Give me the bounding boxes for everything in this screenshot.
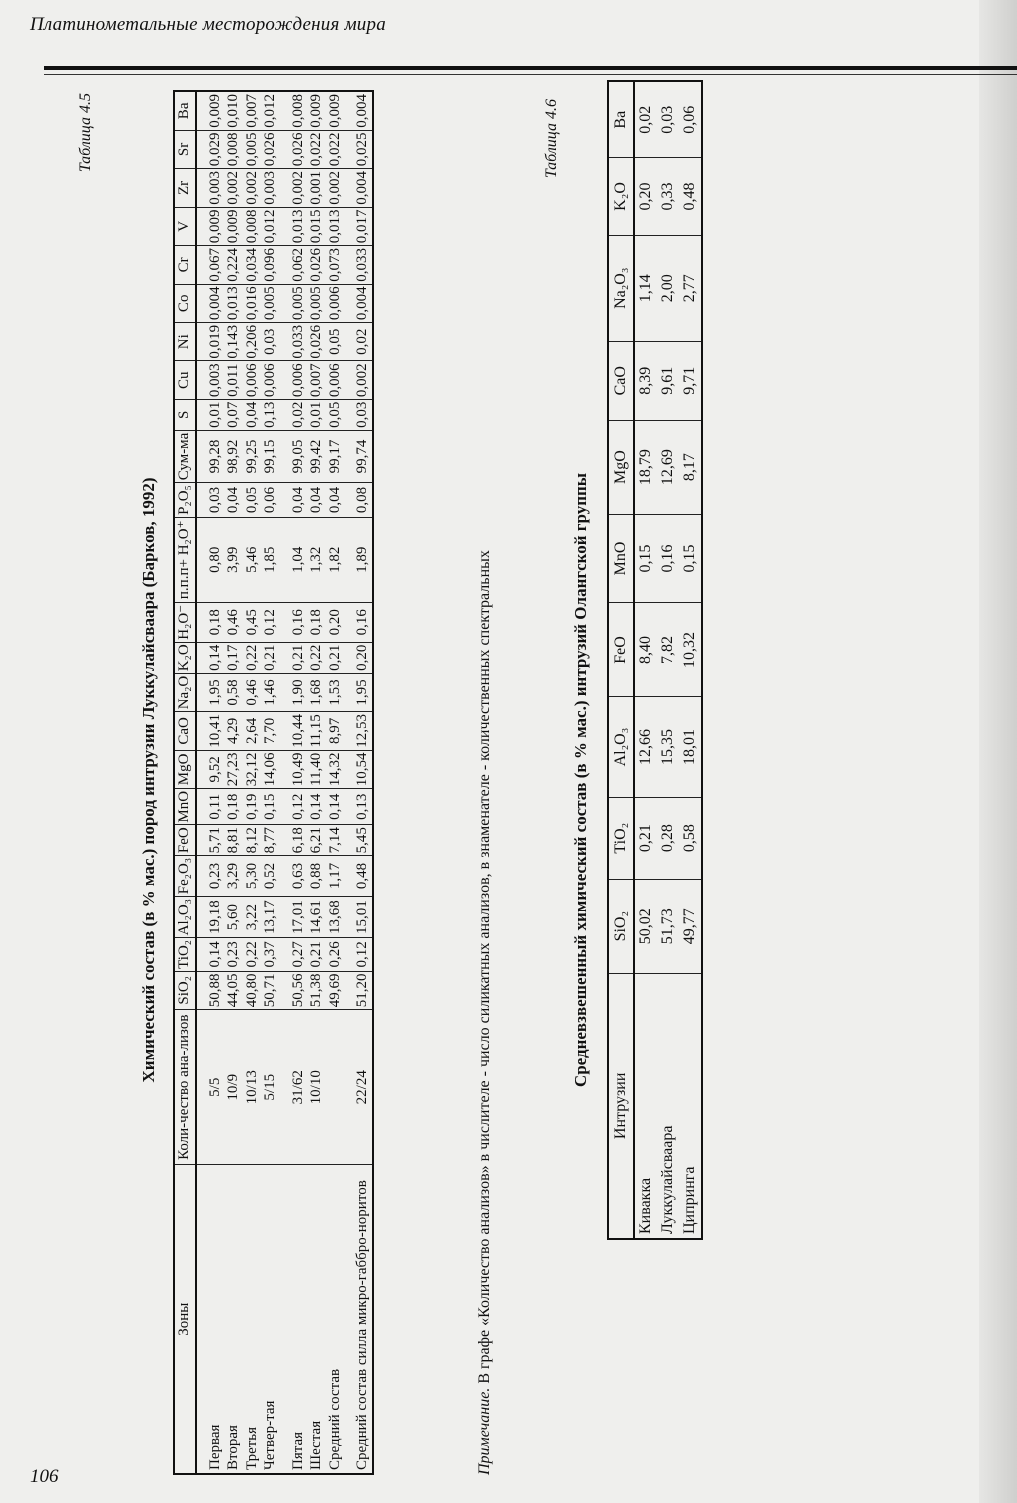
table-cell: 0,004 <box>344 91 373 130</box>
table-cell: 0,006 <box>261 361 280 399</box>
table-4-6 <box>607 80 703 1240</box>
table-cell: 0,002 <box>280 169 308 207</box>
table-4-5 <box>173 90 374 1475</box>
table-cell: 0,21 <box>307 938 326 971</box>
table-4-5-body <box>196 91 373 1474</box>
table-cell: 0,004 <box>344 284 373 322</box>
table-cell: 0,05 <box>326 323 345 361</box>
table-cell: 0,033 <box>280 323 308 361</box>
column-header: Fe₂O₃ <box>174 855 196 896</box>
table-cell: 0,14 <box>196 938 225 971</box>
table-row <box>280 91 308 1474</box>
table-cell: 0,002 <box>326 169 345 207</box>
column-header: Коли-чество ана-лизов <box>174 1010 196 1165</box>
table-cell: 0,006 <box>243 361 262 399</box>
table-cell: 0,16 <box>657 514 679 603</box>
row-label-cell: Вторая <box>224 1165 243 1474</box>
table-cell: 0,20 <box>634 158 657 235</box>
table-cell: 10/13 <box>243 1010 262 1165</box>
table-cell: 5,45 <box>344 825 373 856</box>
row-label-cell: Ципринга <box>679 973 702 1239</box>
table-cell: 0,23 <box>196 855 225 896</box>
table-cell: 0,016 <box>243 284 262 322</box>
table-cell: 2,00 <box>657 235 679 341</box>
column-header: Co <box>174 284 196 322</box>
table-row <box>326 91 345 1474</box>
table-cell: 50,71 <box>261 971 280 1009</box>
table-cell: 0,01 <box>307 399 326 430</box>
table-cell: 5/15 <box>261 1010 280 1165</box>
table-row <box>344 91 373 1474</box>
table-cell: 44,05 <box>224 971 243 1009</box>
table-cell: 3,99 <box>224 517 243 602</box>
table-cell: 7,14 <box>326 825 345 856</box>
table-cell: 0,19 <box>243 789 262 825</box>
table-4-6-body <box>634 81 702 1239</box>
table-cell: 8,12 <box>243 825 262 856</box>
table-cell: 0,03 <box>344 399 373 430</box>
column-header: Zr <box>174 169 196 207</box>
table-cell: 0,15 <box>679 514 702 603</box>
table-cell: 0,005 <box>243 130 262 168</box>
note-label: Примечание. <box>476 1387 493 1475</box>
table-cell: 0,20 <box>344 642 373 673</box>
table-cell: 51,38 <box>307 971 326 1009</box>
table-cell: 0,45 <box>243 603 262 643</box>
table-cell: 7,82 <box>657 603 679 697</box>
table-cell: 10/9 <box>224 1010 243 1165</box>
table-cell: 0,007 <box>243 91 262 130</box>
table-cell: 0,13 <box>344 789 373 825</box>
column-header: Al₂O₃ <box>174 897 196 938</box>
table-row <box>224 91 243 1474</box>
table-cell: 14,32 <box>326 750 345 788</box>
table-cell: 0,63 <box>280 855 308 896</box>
table-cell: 1,17 <box>326 855 345 896</box>
table-cell: 0,80 <box>196 517 225 602</box>
table-cell: 1,89 <box>344 517 373 602</box>
table-cell: 0,22 <box>307 642 326 673</box>
table-cell: 0,013 <box>280 207 308 245</box>
table-cell: 0,009 <box>307 91 326 130</box>
table-cell: 7,70 <box>261 712 280 750</box>
table-cell: 0,14 <box>326 789 345 825</box>
table-cell: 51,20 <box>344 971 373 1009</box>
table-cell: 0,012 <box>261 91 280 130</box>
table-cell: 0,15 <box>261 789 280 825</box>
table-cell: 0,009 <box>196 207 225 245</box>
table-4-6-title: Средневзвешенный химический состав (в % мас.) интрузий Олангской группы <box>571 472 590 1088</box>
table-cell: 0,004 <box>344 169 373 207</box>
table-cell: 0,008 <box>224 130 243 168</box>
table-cell: 0,20 <box>326 603 345 643</box>
column-header: K₂O <box>608 158 634 235</box>
table-cell: 0,02 <box>280 399 308 430</box>
table-cell: 5,46 <box>243 517 262 602</box>
table-cell: 13,68 <box>326 897 345 938</box>
table-cell: 0,16 <box>280 603 308 643</box>
column-header: Сум-ма <box>174 430 196 483</box>
table-cell: 0,28 <box>657 797 679 879</box>
table-cell: 0,07 <box>224 399 243 430</box>
table-cell: 1,82 <box>326 517 345 602</box>
column-header: Зоны <box>174 1165 196 1474</box>
table-cell: 0,008 <box>243 207 262 245</box>
table-cell: 6,18 <box>280 825 308 856</box>
table-cell: 0,206 <box>243 323 262 361</box>
table-cell: 8,40 <box>634 603 657 697</box>
table-cell: 0,006 <box>280 361 308 399</box>
table-cell: 0,010 <box>224 91 243 130</box>
table-cell: 0,01 <box>196 399 225 430</box>
table-cell: 0,001 <box>307 169 326 207</box>
column-header: Ba <box>608 81 634 158</box>
table-cell: 0,12 <box>261 603 280 643</box>
column-header: MnO <box>174 789 196 825</box>
table-cell: 99,28 <box>196 430 225 483</box>
table-cell: 0,019 <box>196 323 225 361</box>
column-header: FeO <box>608 603 634 697</box>
table-cell: 50,88 <box>196 971 225 1009</box>
table-cell: 51,73 <box>657 879 679 973</box>
table-cell: 1,95 <box>344 673 373 711</box>
column-header: FeO <box>174 825 196 856</box>
table-cell: 0,22 <box>243 938 262 971</box>
table-cell: 0,37 <box>261 938 280 971</box>
table-cell: 15,01 <box>344 897 373 938</box>
table-cell: 0,005 <box>307 284 326 322</box>
table-cell: 0,17 <box>224 642 243 673</box>
table-cell: 3,29 <box>224 855 243 896</box>
table-cell: 0,002 <box>243 169 262 207</box>
table-cell: 0,04 <box>307 483 326 517</box>
table-cell: 0,005 <box>261 284 280 322</box>
table-cell: 0,002 <box>344 361 373 399</box>
column-header: Na₂O <box>174 673 196 711</box>
table-cell: 0,013 <box>326 207 345 245</box>
table-cell: 31/62 <box>280 1010 308 1165</box>
table-cell: 1,32 <box>307 517 326 602</box>
row-label-cell: Шестая <box>307 1165 326 1474</box>
table-cell: 9,61 <box>657 341 679 420</box>
table-cell: 1,46 <box>261 673 280 711</box>
table-cell: 8,81 <box>224 825 243 856</box>
running-title: Платинометальные месторождения мира <box>30 14 386 35</box>
table-cell: 0,14 <box>307 789 326 825</box>
table-cell: 0,18 <box>307 603 326 643</box>
table-cell: 22/24 <box>344 1010 373 1165</box>
page-number: 106 <box>30 1466 59 1487</box>
table-cell: 0,009 <box>196 91 225 130</box>
table-cell: 12,53 <box>344 712 373 750</box>
table-cell: 0,58 <box>224 673 243 711</box>
table-cell: 0,06 <box>261 483 280 517</box>
table-4-5-label: Таблица 4.5 <box>77 93 94 173</box>
table-cell: 0,022 <box>326 130 345 168</box>
table-cell: 0,12 <box>280 789 308 825</box>
table-row <box>261 91 280 1474</box>
column-header: P₂O₅ <box>174 483 196 517</box>
table-cell: 0,23 <box>224 938 243 971</box>
column-header: Sr <box>174 130 196 168</box>
table-cell: 0,22 <box>243 642 262 673</box>
table-cell: 0,21 <box>326 642 345 673</box>
table-cell: 10,54 <box>344 750 373 788</box>
table-cell: 0,026 <box>280 130 308 168</box>
table-cell: 9,52 <box>196 750 225 788</box>
table-cell: 0,006 <box>326 361 345 399</box>
table-cell: 0,21 <box>280 642 308 673</box>
table-cell: 14,06 <box>261 750 280 788</box>
table-cell: 8,39 <box>634 341 657 420</box>
table-cell: 99,42 <box>307 430 326 483</box>
table-cell: 0,04 <box>326 483 345 517</box>
table-row <box>679 81 702 1239</box>
table-cell: 0,46 <box>224 603 243 643</box>
row-label-cell: Пятая <box>280 1165 308 1474</box>
column-header: S <box>174 399 196 430</box>
table-4-5-header-row <box>174 91 196 1474</box>
row-label-cell: Средний состав <box>326 1165 345 1474</box>
column-header: K₂O <box>174 642 196 673</box>
table-cell: 3,22 <box>243 897 262 938</box>
row-label-cell: Четвер-тая <box>261 1165 280 1474</box>
table-cell: 50,02 <box>634 879 657 973</box>
table-cell: 0,029 <box>196 130 225 168</box>
table-cell: 0,02 <box>634 81 657 158</box>
table-cell: 1,04 <box>280 517 308 602</box>
header-rule-thin <box>44 74 1017 75</box>
table-cell: 0,05 <box>326 399 345 430</box>
table-cell: 0,06 <box>679 81 702 158</box>
column-header: Al₂O₃ <box>608 697 634 797</box>
column-header: TiO₂ <box>174 938 196 971</box>
table-cell: 2,77 <box>679 235 702 341</box>
table-cell: 0,003 <box>261 169 280 207</box>
table-cell: 18,79 <box>634 420 657 514</box>
table-cell: 0,003 <box>196 169 225 207</box>
table-cell: 0,026 <box>261 130 280 168</box>
table-cell: 11,15 <box>307 712 326 750</box>
table-cell: 0,009 <box>326 91 345 130</box>
table-4-6-header-row <box>608 81 634 1239</box>
table-cell: 0,004 <box>196 284 225 322</box>
row-label-cell: Первая <box>196 1165 225 1474</box>
table-cell: 99,25 <box>243 430 262 483</box>
table-cell: 0,04 <box>243 399 262 430</box>
row-label-cell: Средний состав силла микро-габбро-норитов <box>344 1165 373 1474</box>
table-cell: 5,60 <box>224 897 243 938</box>
column-header: V <box>174 207 196 245</box>
table-cell: 0,26 <box>326 938 345 971</box>
column-header: п.п.п+ H₂O⁺ <box>174 517 196 602</box>
table-cell: 1,68 <box>307 673 326 711</box>
table-cell: 0,08 <box>344 483 373 517</box>
column-header: Cu <box>174 361 196 399</box>
table-cell: 0,04 <box>224 483 243 517</box>
table-cell <box>326 1010 345 1165</box>
table-cell: 15,35 <box>657 697 679 797</box>
table-cell: 10,41 <box>196 712 225 750</box>
table-cell: 0,017 <box>344 207 373 245</box>
table-cell: 0,143 <box>224 323 243 361</box>
table-cell: 0,11 <box>196 789 225 825</box>
table-cell: 0,58 <box>679 797 702 879</box>
table-cell: 8,77 <box>261 825 280 856</box>
table-cell: 0,067 <box>196 246 225 284</box>
table-row <box>634 81 657 1239</box>
table-cell: 0,03 <box>196 483 225 517</box>
table-cell: 0,025 <box>344 130 373 168</box>
rotated-content <box>75 85 1005 1475</box>
table-cell: 0,012 <box>261 207 280 245</box>
table-cell: 0,33 <box>657 158 679 235</box>
table-4-5-title: Химический состав (в % мас.) пород интрузии Луккулайсваара (Барков, 1992) <box>139 477 158 1083</box>
table-cell: 0,224 <box>224 246 243 284</box>
table-cell: 4,29 <box>224 712 243 750</box>
table-cell: 13,17 <box>261 897 280 938</box>
table-cell: 0,096 <box>261 246 280 284</box>
table-cell: 14,61 <box>307 897 326 938</box>
table-cell: 98,92 <box>224 430 243 483</box>
table-cell: 10,49 <box>280 750 308 788</box>
header-rule-thick <box>44 66 1017 70</box>
table-cell: 11,40 <box>307 750 326 788</box>
table-cell: 0,003 <box>196 361 225 399</box>
table-cell: 0,03 <box>261 323 280 361</box>
table-cell: 49,69 <box>326 971 345 1009</box>
column-header: MgO <box>174 750 196 788</box>
row-label-cell: Кивакка <box>634 973 657 1239</box>
table-cell: 0,013 <box>224 284 243 322</box>
table-cell: 8,17 <box>679 420 702 514</box>
table-cell: 0,52 <box>261 855 280 896</box>
table-cell: 1,53 <box>326 673 345 711</box>
table-cell: 0,14 <box>196 642 225 673</box>
table-row <box>307 91 326 1474</box>
column-header: Ni <box>174 323 196 361</box>
column-header: MnO <box>608 514 634 603</box>
table-cell: 0,18 <box>196 603 225 643</box>
table-cell: 10,32 <box>679 603 702 697</box>
table-cell: 0,21 <box>634 797 657 879</box>
table-cell: 99,15 <box>261 430 280 483</box>
table-cell: 1,90 <box>280 673 308 711</box>
note-text: В графе «Количество анализов» в числителе - число силикатных анализов, в знаменателе - количественных спектральных <box>476 550 493 1384</box>
table-row <box>243 91 262 1474</box>
table-cell: 0,015 <box>307 207 326 245</box>
column-header: MgO <box>608 420 634 514</box>
table-note <box>475 85 496 1475</box>
table-cell: 50,56 <box>280 971 308 1009</box>
table-cell: 0,034 <box>243 246 262 284</box>
row-label-cell: Луккулайсваара <box>657 973 679 1239</box>
table-cell: 0,002 <box>224 169 243 207</box>
table-cell: 0,18 <box>224 789 243 825</box>
table-cell: 0,005 <box>280 284 308 322</box>
table-4-6-label: Таблица 4.6 <box>543 99 560 179</box>
table-cell: 1,85 <box>261 517 280 602</box>
table-cell: 17,01 <box>280 897 308 938</box>
table-cell: 0,009 <box>224 207 243 245</box>
table-cell: 9,71 <box>679 341 702 420</box>
table-cell: 2,64 <box>243 712 262 750</box>
table-cell: 8,97 <box>326 712 345 750</box>
table-cell: 99,74 <box>344 430 373 483</box>
table-cell: 0,008 <box>280 91 308 130</box>
table-cell: 1,95 <box>196 673 225 711</box>
table-cell: 12,69 <box>657 420 679 514</box>
column-header: SiO₂ <box>608 879 634 973</box>
column-header: Ba <box>174 91 196 130</box>
column-header: Cr <box>174 246 196 284</box>
table-cell: 0,062 <box>280 246 308 284</box>
table-cell: 27,23 <box>224 750 243 788</box>
table-cell: 0,48 <box>679 158 702 235</box>
table-cell: 0,12 <box>344 938 373 971</box>
table-cell: 19,18 <box>196 897 225 938</box>
table-cell: 18,01 <box>679 697 702 797</box>
table-cell: 49,77 <box>679 879 702 973</box>
table-cell: 0,02 <box>344 323 373 361</box>
table-cell: 0,073 <box>326 246 345 284</box>
table-cell: 0,03 <box>657 81 679 158</box>
table-cell: 0,16 <box>344 603 373 643</box>
table-cell: 0,006 <box>326 284 345 322</box>
table-cell: 32,12 <box>243 750 262 788</box>
column-header: H₂O⁻ <box>174 603 196 643</box>
table-cell: 0,15 <box>634 514 657 603</box>
table-cell: 0,026 <box>307 323 326 361</box>
column-header: TiO₂ <box>608 797 634 879</box>
column-header: Na₂O₃ <box>608 235 634 341</box>
table-cell: 5/5 <box>196 1010 225 1165</box>
table-cell: 0,48 <box>344 855 373 896</box>
table-cell: 0,88 <box>307 855 326 896</box>
table-cell: 0,007 <box>307 361 326 399</box>
table-cell: 0,033 <box>344 246 373 284</box>
table-cell: 99,17 <box>326 430 345 483</box>
table-row <box>657 81 679 1239</box>
table-cell: 0,13 <box>261 399 280 430</box>
table-cell: 6,21 <box>307 825 326 856</box>
column-header: SiO₂ <box>174 971 196 1009</box>
table-cell: 5,30 <box>243 855 262 896</box>
table-cell: 0,05 <box>243 483 262 517</box>
table-cell: 1,14 <box>634 235 657 341</box>
table-cell: 10/10 <box>307 1010 326 1165</box>
table-cell: 0,46 <box>243 673 262 711</box>
table-cell: 40,80 <box>243 971 262 1009</box>
table-cell: 10,44 <box>280 712 308 750</box>
table-cell: 0,21 <box>261 642 280 673</box>
table-cell: 0,27 <box>280 938 308 971</box>
table-row <box>196 91 225 1474</box>
table-cell: 0,022 <box>307 130 326 168</box>
column-header: CaO <box>174 712 196 750</box>
table-cell: 5,71 <box>196 825 225 856</box>
table-cell: 12,66 <box>634 697 657 797</box>
column-header: Интрузии <box>608 973 634 1239</box>
table-cell: 0,04 <box>280 483 308 517</box>
row-label-cell: Третья <box>243 1165 262 1474</box>
table-cell: 0,011 <box>224 361 243 399</box>
table-cell: 99,05 <box>280 430 308 483</box>
column-header: CaO <box>608 341 634 420</box>
table-cell: 0,026 <box>307 246 326 284</box>
